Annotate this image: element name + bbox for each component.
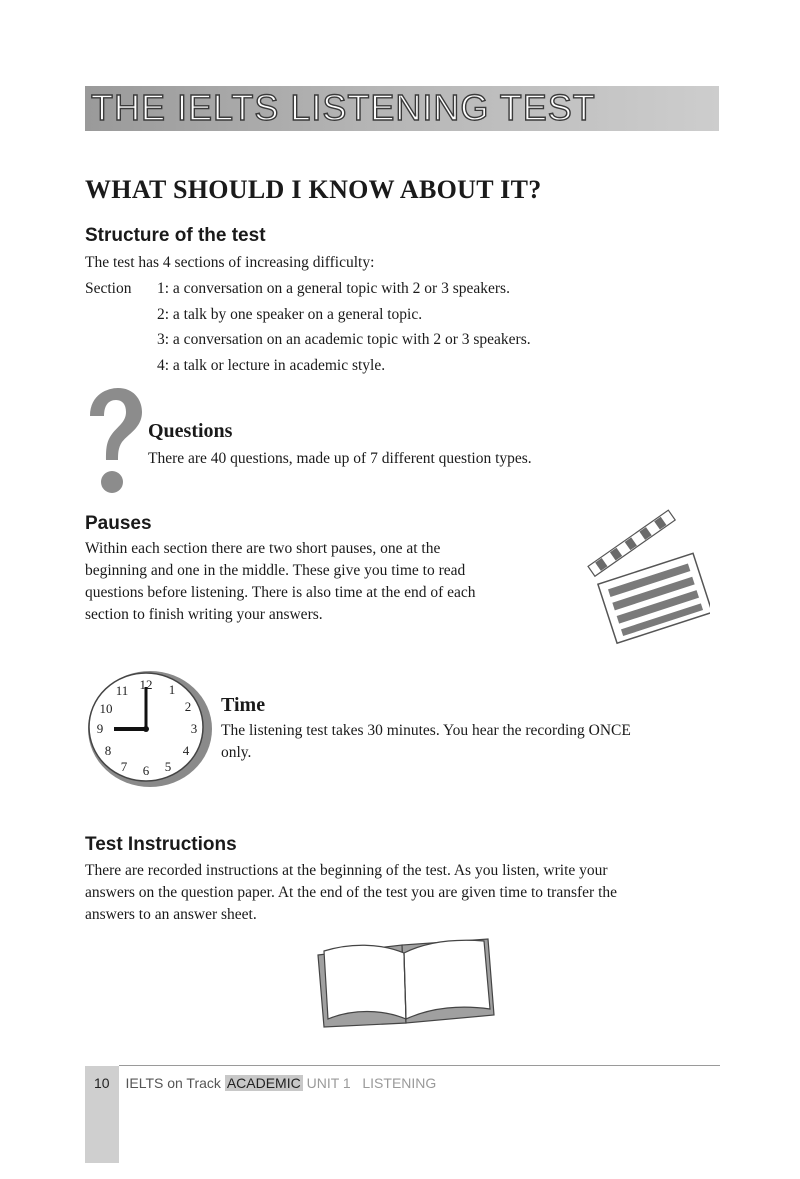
questions-heading: Questions <box>148 420 233 442</box>
section-item-3: 3: a conversation on an academic topic with 2 or 3 speakers. <box>157 331 531 348</box>
footer-rule <box>119 1065 720 1066</box>
section-item-4: 4: a talk or lecture in academic style. <box>157 357 386 374</box>
pauses-line: section to finish writing your answers. <box>85 606 323 623</box>
open-book-icon <box>310 935 500 1035</box>
clock-number: 3 <box>190 721 198 736</box>
title-banner <box>85 86 719 131</box>
footer-edition: ACADEMIC <box>226 1075 301 1091</box>
clock-number: 5 <box>164 759 172 774</box>
section-label: Section <box>85 280 132 297</box>
pauses-line: Within each section there are two short pauses, one at the <box>85 540 441 557</box>
clock-number: 4 <box>182 743 190 758</box>
time-heading: Time <box>221 694 266 716</box>
main-heading: WHAT SHOULD I KNOW ABOUT IT? <box>85 175 542 204</box>
instructions-heading: Test Instructions <box>85 834 237 855</box>
instructions-line: There are recorded instructions at the beginning of the test. As you listen, write your <box>85 862 608 879</box>
clock-number: 9 <box>96 721 104 736</box>
section-item-2: 2: a talk by one speaker on a general topic. <box>157 306 423 323</box>
time-line: only. <box>221 744 252 761</box>
instructions-line: answers on the question paper. At the end of the test you are given time to transfer the <box>85 884 618 901</box>
time-paragraph <box>221 720 711 764</box>
clock-number: 6 <box>142 763 150 778</box>
question-mark-icon <box>84 386 144 496</box>
page-footer <box>94 1075 436 1091</box>
clock-number: 7 <box>120 759 128 774</box>
footer-section: LISTENING <box>362 1075 437 1091</box>
banner-title: THE IELTS LISTENING TEST <box>91 87 596 128</box>
structure-heading: Structure of the test <box>85 225 266 246</box>
pauses-line: questions before listening. There is also time at the end of each <box>85 584 476 601</box>
clock-icon <box>82 667 214 791</box>
pauses-line: beginning and one in the middle. These give you time to read <box>85 562 466 579</box>
clock-number: 2 <box>184 699 192 714</box>
pauses-paragraph <box>85 538 565 626</box>
section-item-1: 1: a conversation on a general topic with 2 or 3 speakers. <box>157 280 510 297</box>
clapperboard-icon <box>580 500 710 650</box>
pauses-heading: Pauses <box>85 513 152 534</box>
page-number: 10 <box>94 1075 110 1091</box>
questions-text: There are 40 questions, made up of 7 different question types. <box>148 450 532 467</box>
footer-unit: UNIT 1 <box>306 1075 351 1091</box>
clock-number: 12 <box>139 677 153 692</box>
time-line: The listening test takes 30 minutes. You hear the recording ONCE <box>221 722 631 739</box>
instructions-paragraph <box>85 860 715 926</box>
footer-book-title: IELTS on Track <box>125 1075 221 1091</box>
structure-intro: The test has 4 sections of increasing difficulty: <box>85 254 375 271</box>
clock-number: 11 <box>115 683 129 698</box>
clock-number: 8 <box>104 743 112 758</box>
instructions-line: answers to an answer sheet. <box>85 906 257 923</box>
clock-number: 1 <box>168 682 176 697</box>
clock-number: 10 <box>99 701 113 716</box>
